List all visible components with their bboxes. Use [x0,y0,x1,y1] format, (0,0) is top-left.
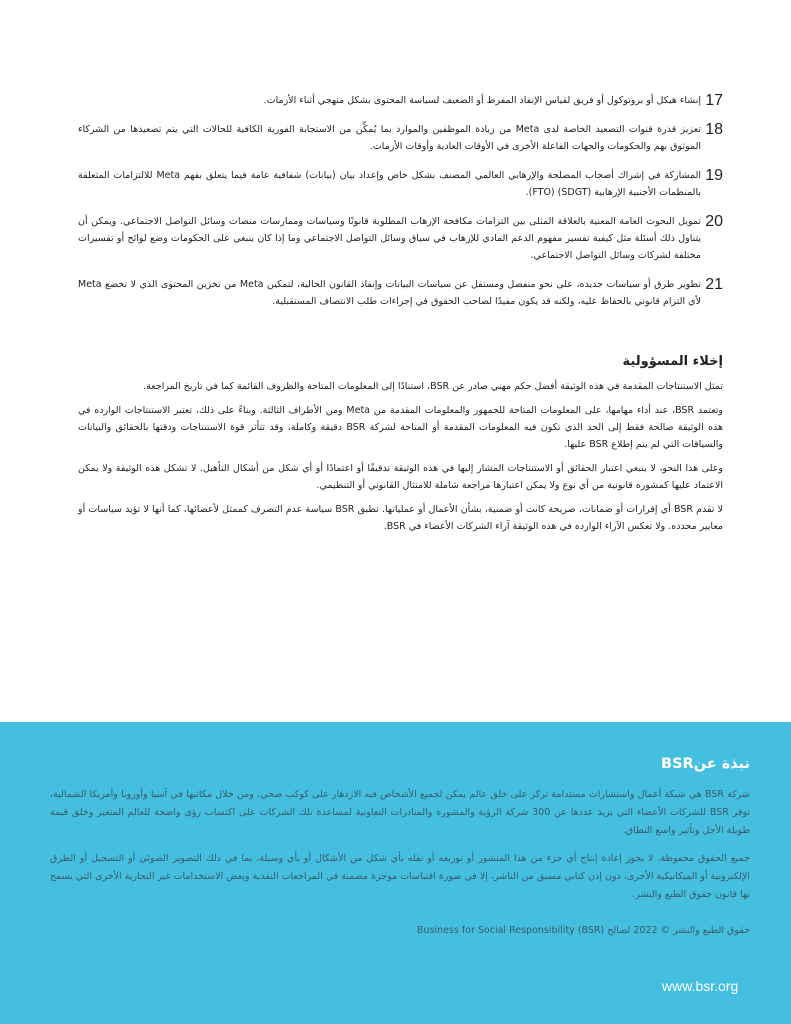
list-item-number: 19 [705,167,723,184]
list-item-text: تعزيز قدرة قنوات التصعيد الخاصة لدى Meta من زيادة الموظفين والموارد بما يُمكِّن من الاستجابة الفورية الكافية للحالات التي يتم تصعيدها من الشركاء الموثوق بهم والحكومات والجهات الفاعلة الأخرى في الأوقات العادية وأوقات الأزمات. [78,124,702,152]
list-item-text: المشاركة في إشراك أصحاب المصلحة والإرهابي العالمي المصنف بشكل خاص وإعداد بيان (بيانات) شفافية عامة فيما يتعلق بفهم Meta للالتزامات المتعلقة بالمنظمات الأجنبية الإرهابية (SDGT) (FTO). [78,170,701,198]
about-footer [0,722,791,1024]
about-paragraph: شركة BSR هي شبكة أعمال واستشارات مستدامة تركز على خلق عالم يمكن لجميع الأشخاص فيه الازدهار على كوكب صحي. ومن خلال مكاتبها في آسيا وأوروبا وأمريكا الشمالية، توفر BSR للشركات الأعضاء التي يزيد عددها عن 300 شركة الرؤية والمشوره والمبادرات التعاونية لمساعدة تلك الشركات على اكتساب رؤى واضحة للعالم المتغير وخلق قيمة طويلة الأجل وتأثير واسع النطاق. [50,789,751,836]
list-item [78,276,723,310]
list-item-text: إنشاء هيكل أو بروتوكول أو فريق لقياس الإنفاذ المفرط أو الضعيف لسياسة المحتوى بشكل منهجي أثناء الأزمات. [263,95,701,106]
rights-paragraph: جميع الحقوق محفوظة. لا يجوز إعادة إنتاج أي جزء من هذا المنشور أو توزيعه أو نقله بأي شكل من الأشكال أو بأي وسيلة، بما في ذلك التصوير الضوئي أو التسجيل أو الطرق الإلكترونية أو الميكانيكية الأخرى، دون إذن كتابي مسبق من الناشر، إلا في صورة اقتباسات موجزة مضمنة في المراجعات النقدية وبعض الاستخدامات غير التجارية الأخرى التي يسمح بها قانون حقوق الطبع والنشر. [49,853,750,900]
disclaimer-paragraph: وتعتمد BSR، عند أداء مهامها، على المعلومات المتاحة للجمهور والمعلومات المقدمة من Meta ومن الأطراف الثالثة. وبناءً على ذلك، تعتبر الاستنتاجات الوارده في هذه الوثيقة صالحة فقط إلى الحد الذي تكون فيه المعلومات المقدمة أو المتاحة لشركة BSR دقيقة وكاملة، وقد تتأثر قوة الاستنتاجات ودقتها بالحقائق والبيانات والسياقات التي لم يتم إطلاع BSR عليها. [78,405,724,450]
website-link[interactable]: www.bsr.org [662,978,739,994]
list-item [78,121,723,155]
list-item-number: 18 [705,121,723,138]
recommendations-list [78,92,723,322]
about-section [50,754,750,950]
list-item [78,213,723,264]
copyright-notice: حقوق الطبع والنشر © 2022 لصالح Business for Social Responsibility (BSR) [416,925,750,936]
list-item-number: 17 [705,92,723,109]
list-item-text: تمويل البحوث العامة المعنية بالعلاقة المثلى بين التزامات مكافحة الإرهاب المطلوبة قانونًا وسياسات وممارسات منصات وسائل التواصل الاجتماعي. ويمكن أن يتناول ذلك أسئلة مثل كيفية تفسير مفهوم الدعم المادي للإرهاب في سياق وسائل التواصل الاجتماعي وما إذا كان ينبغي على الحكومات وضع لوائح أو تفسيرات مختلفة لشركات وسائل التواصل الاجتماعي. [78,216,701,261]
list-item-number: 21 [705,276,723,293]
disclaimer-section [78,352,723,542]
disclaimer-heading: إخلاء المسؤولية [622,354,723,369]
disclaimer-paragraph: وعلى هذا النحو، لا ينبغي اعتبار الحقائق أو الاستنتاجات المشار إليها في هذه الوثيقة تدقيقًا أو اعتمادًا أو أي شكل من أشكال التأهيل. لا تشكل هذه الوثيقة ولا يمكن الاعتماد عليها كمشوره قانونية من أي نوع ولا يمكن اعتبارها مراجعة شاملة للامتثال القانوني أو التنظيمي. [78,463,723,491]
list-item-text: تطوير طرق أو سياسات جديده، على نحو منفصل ومستقل عن سياسات البيانات وإنفاذ القانون الحالية، لتمكين Meta من تخزين المحتوى الذي لا تخضع Meta لأي التزام قانوني بالحفاظ عليه، ولكنه قد يكون مفيدًا لصاحب الحقوق في إجراءات طلب الانتصاف المستقبلية. [78,279,701,307]
list-item [78,167,723,201]
list-item [78,92,723,109]
about-heading: نبذة عنBSR [661,756,750,772]
list-item-number: 20 [705,213,723,230]
disclaimer-paragraph: تمثل الاستنتاجات المقدمة في هذه الوثيقة أفضل حكم مهني صادر عن BSR، استنادًا إلى المعلومات المتاحة والظروف القائمة كما في تاريخ المراجعة. [143,381,723,392]
disclaimer-paragraph: لا تقدم BSR أي إقرارات أو ضمانات، صريحة كانت أو ضمنية، بشأن الأعمال أو عملياتها. تطبق BSR سياسة عدم التصرف كممثل لأعضائها، كما أنها لا تؤيد سياسات أو معايير محدده. ولا تعكس الآراء الوارده في هذه الوثيقة آراء الشركات الأعضاء في BSR. [78,504,723,532]
